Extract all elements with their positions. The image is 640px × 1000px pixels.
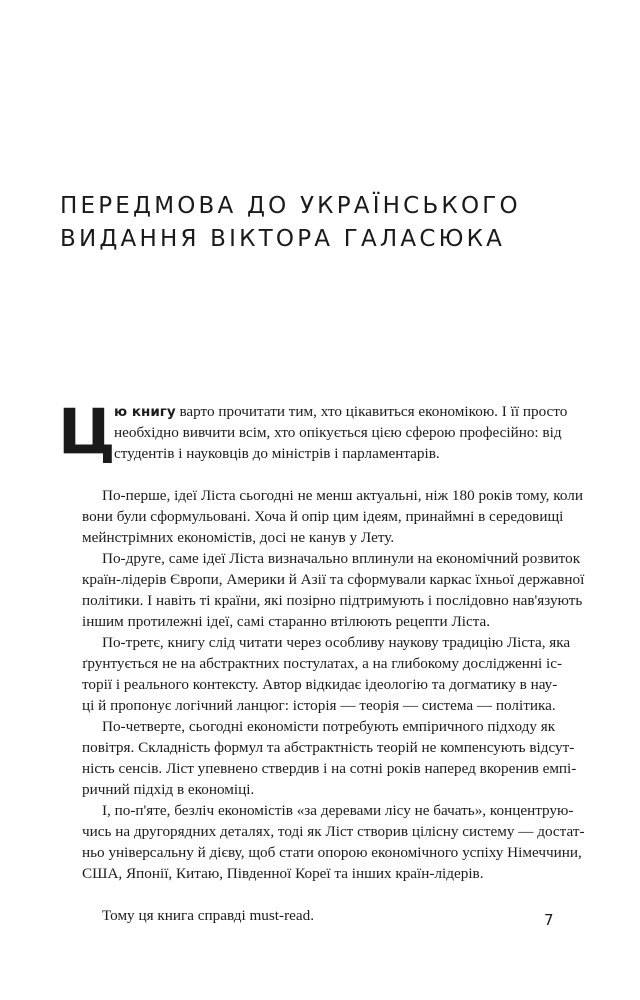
paragraph-line: вони були сформульовані. Хоча й опір цим ідеям, принаймні в середовищі	[82, 508, 564, 525]
paragraph-first	[82, 485, 583, 548]
paragraph-line: ність сенсів. Ліст упевнено ствердив і на сотні років наперед вкоренив емпі-	[82, 760, 577, 777]
paragraph-line: По-третє, книгу слід читати через особливу наукову традицію Ліста, яка	[102, 634, 571, 651]
paragraph-fourth	[82, 716, 577, 800]
paragraph-fifth	[82, 800, 585, 884]
drop-cap: Ц	[58, 395, 116, 468]
paragraph-line: США, Японії, Китаю, Південної Кореї та інших країн-лідерів.	[82, 865, 484, 882]
closing-paragraph	[82, 905, 554, 926]
paragraph-line: ґрунтується не на абстрактних постулатах, а на глибокому дослідженні іс-	[82, 655, 563, 672]
paragraph-line: торії і реального контексту. Автор відкидає ідеологію та догматику в нау-	[82, 676, 558, 693]
intro-line-1	[82, 401, 568, 422]
page-number: 7	[544, 911, 554, 929]
chapter-heading-line-2: ВИДАННЯ ВІКТОРА ГАЛАСЮКА	[60, 226, 506, 252]
paragraph-line: По-друге, саме ідеї Ліста визначально вплинули на економічний розвиток	[102, 550, 581, 567]
body-text	[58, 395, 585, 926]
paragraph-line: мейнстрімних економістів, досі не канув у Лету.	[82, 529, 395, 546]
closing-line: Тому ця книга справді must-read.	[102, 907, 315, 924]
paragraph-third	[82, 632, 571, 716]
paragraph-line: повітря. Складність формул та абстрактність теорій не компенсують відсут-	[82, 739, 575, 756]
chapter-heading	[60, 190, 600, 256]
intro-line-1-rest: варто прочитати тим, хто цікавиться економікою. І її просто	[175, 403, 568, 420]
paragraph-line: ці й пропонує логічний ланцюг: історія — теорія — система — політика.	[82, 697, 556, 714]
paragraph-line: І, по-п'яте, безліч економістів «за деревами лісу не бачать», концентрую-	[102, 802, 574, 819]
paragraph-second	[82, 548, 585, 632]
paragraph-line: чись на другорядних деталях, тоді як Ліст створив цілісну систему — достат-	[82, 823, 585, 840]
paragraph-line: політики. І навіть ті країни, які позірно підтримують і послідовно нав'язують	[82, 592, 583, 609]
paragraph-line: країн-лідерів Європи, Америки й Азії та сформували каркас їхньої державної	[82, 571, 585, 588]
paragraph-line: ричний підхід в економіці.	[82, 781, 255, 798]
paragraph-line: По-четверте, сьогодні економісти потребують емпіричного підходу як	[102, 718, 556, 735]
paragraph-line: ньо універсальну й дієву, щоб стати опорою економічного успіху Німеччини,	[82, 844, 582, 861]
intro-paragraph	[58, 395, 568, 468]
paragraph-line: іншим протилежні ідеї, самі старанно втілюють рецепти Ліста.	[82, 613, 491, 630]
chapter-heading-line-1: ПЕРЕДМОВА ДО УКРАЇНСЬКОГО	[60, 193, 521, 219]
intro-line-3: студентів і науковців до міністрів і парламентарів.	[114, 445, 440, 462]
intro-line-2: необхідно вивчити всім, хто опікується цією сферою професійно: від	[114, 424, 562, 441]
lead-word: ю книгу	[114, 404, 176, 420]
paragraph-line: По-перше, ідеї Ліста сьогодні не менш актуальні, ніж 180 років тому, коли	[102, 487, 583, 504]
